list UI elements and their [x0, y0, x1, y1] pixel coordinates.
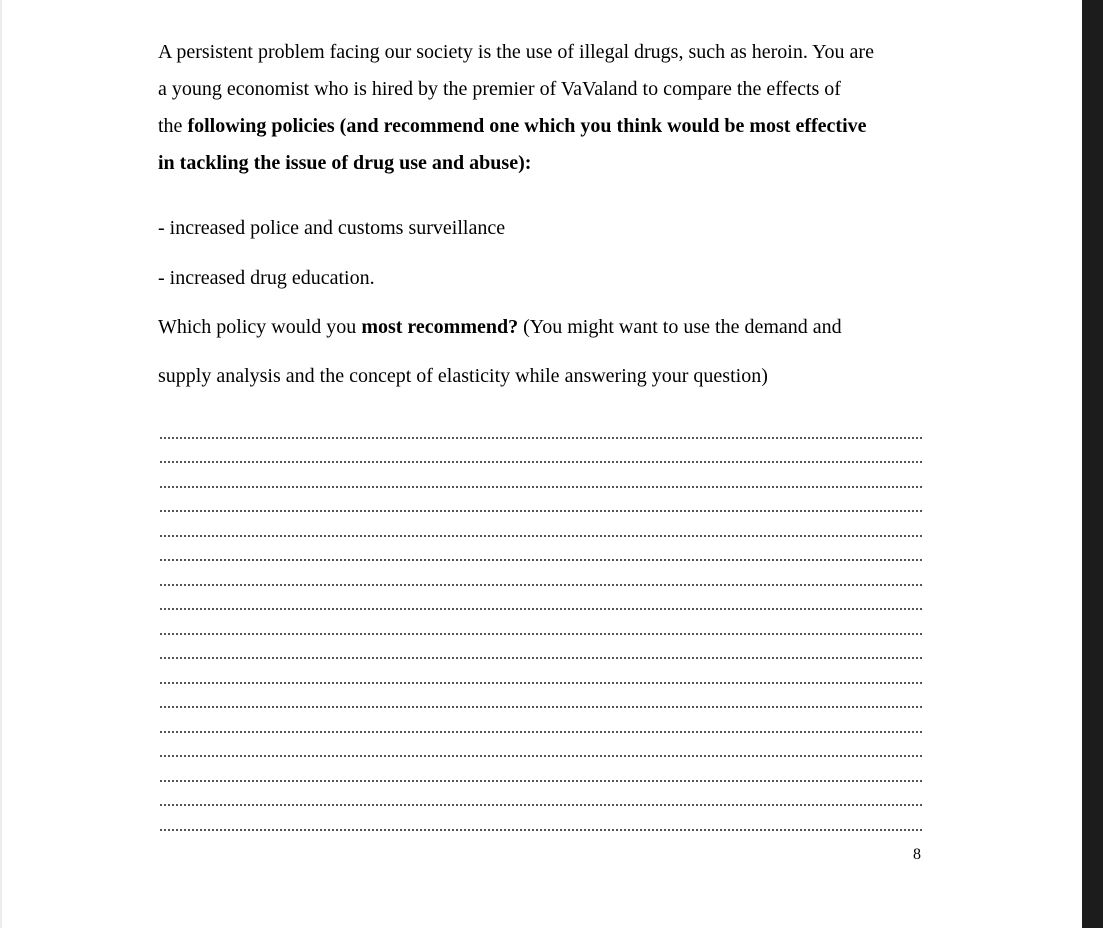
- answer-line: [160, 635, 922, 660]
- question-bold: most recommend?: [361, 316, 519, 338]
- intro-line-4: [158, 145, 928, 182]
- intro-line-1: A persistent problem facing our society is the use of illegal drugs, such as heroin. You are: [158, 41, 874, 63]
- answer-line: [160, 757, 922, 782]
- intro-line-4-bold: in tackling the issue of drug use and abuse):: [158, 152, 532, 174]
- answer-line: [160, 733, 922, 758]
- intro-line-3: [158, 108, 928, 145]
- answer-line: [160, 782, 922, 807]
- question-plain: Which policy would you: [158, 316, 362, 338]
- answer-line: [160, 439, 922, 464]
- answer-line: [160, 561, 922, 586]
- answer-line: [160, 414, 922, 439]
- viewer-right-edge: [1082, 0, 1103, 928]
- intro-paragraph: [158, 34, 928, 182]
- answer-line: [160, 610, 922, 635]
- question-rest: (You might want to use the demand and: [518, 316, 842, 338]
- question-line-2: supply analysis and the concept of elasticity while answering your question): [158, 365, 768, 387]
- intro-line-3-plain: the: [158, 115, 188, 137]
- intro-line-3-bold: following policies (and recommend one which you think would be most effective: [187, 115, 867, 137]
- answer-line: [160, 684, 922, 709]
- intro-line-2: a young economist who is hired by the premier of VaValand to compare the effects of: [158, 78, 841, 100]
- page-number: 8: [913, 846, 921, 863]
- answer-area: [160, 414, 922, 831]
- answer-line: [160, 586, 922, 611]
- answer-line: [160, 512, 922, 537]
- page-content: [158, 34, 928, 387]
- answer-line: [160, 708, 922, 733]
- answer-line: [160, 537, 922, 562]
- page-left-border: [0, 0, 2, 928]
- policy-item-police: - increased police and customs surveillance: [158, 217, 506, 239]
- answer-line: [160, 659, 922, 684]
- policy-item-education: - increased drug education.: [158, 267, 375, 289]
- question-line-1: [158, 316, 842, 339]
- answer-line: [160, 806, 922, 831]
- answer-line: [160, 488, 922, 513]
- answer-line: [160, 463, 922, 488]
